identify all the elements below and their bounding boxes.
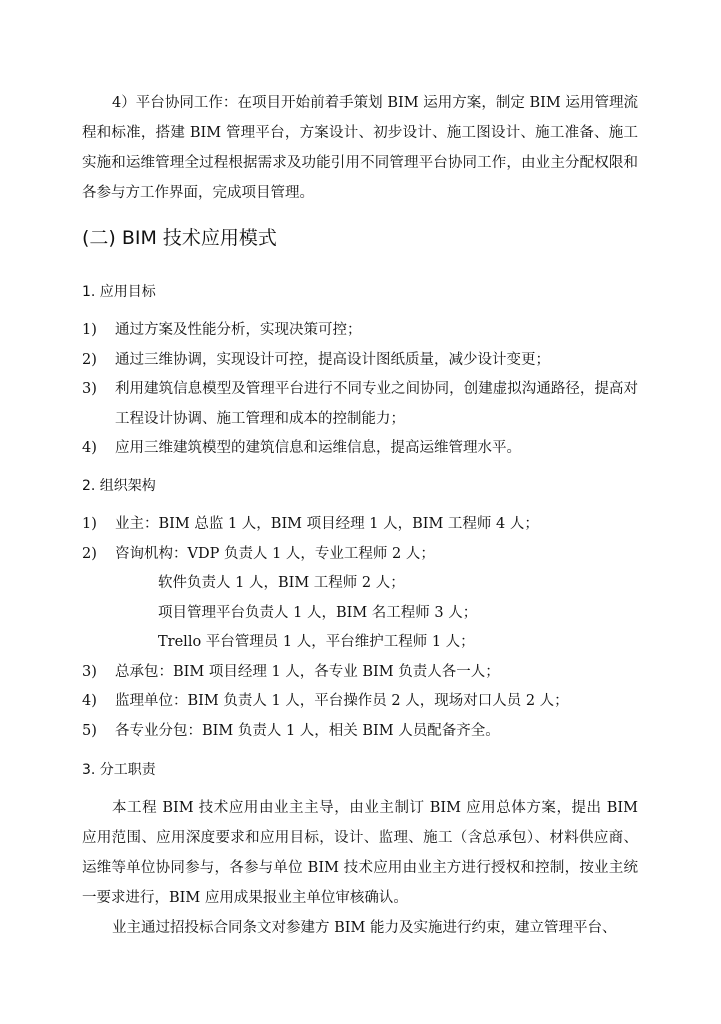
goals-heading: 1. 应用目标: [82, 284, 156, 300]
list-subitem: [82, 569, 638, 599]
list-item-text: 应用三维建筑模型的建筑信息和运维信息，提高运维管理水平。: [115, 440, 521, 456]
list-item-number: 1): [82, 322, 97, 338]
list-item: [82, 658, 638, 688]
list-item-number: 3): [82, 663, 97, 680]
list-item: [82, 717, 638, 747]
list-item-number: 4): [82, 693, 97, 709]
list-item: [82, 346, 638, 376]
list-item-text: 业主：BIM 总监 1 人，BIM 项目经理 1 人，BIM 工程师 4 人；: [115, 516, 539, 532]
list-item-number: 5): [82, 722, 97, 739]
list-subitem: [82, 628, 638, 658]
duties-paragraph-1: 本工程 BIM 技术应用由业主主导，由业主制订 BIM 应用总体方案，提出 BIM 应用范围、应用深度要求和应用目标，设计、监理、施工（含总承包）、材料供应商、运维等单位协同参与，各参与单位 BIM 技术应用由业主方进行授权和控制，按业主统一要求进行，BIM 应用成果报业主单位审核确认。: [82, 800, 638, 906]
list-item-text: 通过三维协调，实现设计可控，提高设计图纸质量，减少设计变更；: [115, 351, 550, 368]
list-item: [82, 540, 638, 570]
intro-paragraph: 4）平台协同工作：在项目开始前着手策划 BIM 运用方案，制定 BIM 运用管理流程和标准，搭建 BIM 管理平台，方案设计、初步设计、施工图设计、施工准备、施工实施和运维管理全过程根据需求及功能引用不同管理平台协同工作，由业主分配权限和各参与方工作界面，完成项目管理。: [82, 95, 638, 201]
list-item-number: 3): [82, 381, 97, 397]
list-item-text: 监理单位：BIM 负责人 1 人，平台操作员 2 人，现场对口人员 2 人；: [115, 693, 569, 709]
org-heading: 2. 组织架构: [82, 478, 156, 494]
list-item: [82, 434, 638, 464]
list-item-text: 总承包：BIM 项目经理 1 人，各专业 BIM 负责人各一人；: [115, 663, 500, 680]
list-subitem: [82, 599, 638, 629]
list-item: [82, 510, 638, 540]
list-item-text: 软件负责人 1 人，BIM 工程师 2 人；: [158, 575, 405, 591]
list-item: [82, 316, 638, 346]
list-item-text: 通过方案及性能分析，实现决策可控；: [115, 322, 362, 338]
list-item-text: 各专业分包：BIM 负责人 1 人，相关 BIM 人员配备齐全。: [115, 722, 500, 739]
list-item-text: Trello 平台管理员 1 人，平台维护工程师 1 人；: [158, 634, 475, 650]
list-item-number: 1): [82, 516, 97, 532]
list-item: [82, 375, 638, 434]
goals-list: [82, 316, 638, 464]
org-list: [82, 510, 638, 746]
list-item-text: 利用建筑信息模型及管理平台进行不同专业之间协同，创建虚拟沟通路径，提高对工程设计协调、施工管理和成本的控制能力；: [115, 381, 638, 427]
section-title: (二) BIM 技术应用模式: [82, 227, 277, 249]
list-item-number: 2): [82, 351, 97, 368]
list-item-number: 4): [82, 440, 97, 456]
list-item-text: 咨询机构：VDP 负责人 1 人，专业工程师 2 人；: [115, 545, 435, 562]
list-item-number: 2): [82, 545, 97, 562]
duties-heading: 3. 分工职责: [82, 762, 156, 778]
list-item-text: 项目管理平台负责人 1 人，BIM 名工程师 3 人；: [158, 604, 478, 621]
list-item: [82, 687, 638, 717]
duties-paragraph-2: 业主通过招投标合同条文对参建方 BIM 能力及实施进行约束，建立管理平台、: [112, 920, 617, 936]
